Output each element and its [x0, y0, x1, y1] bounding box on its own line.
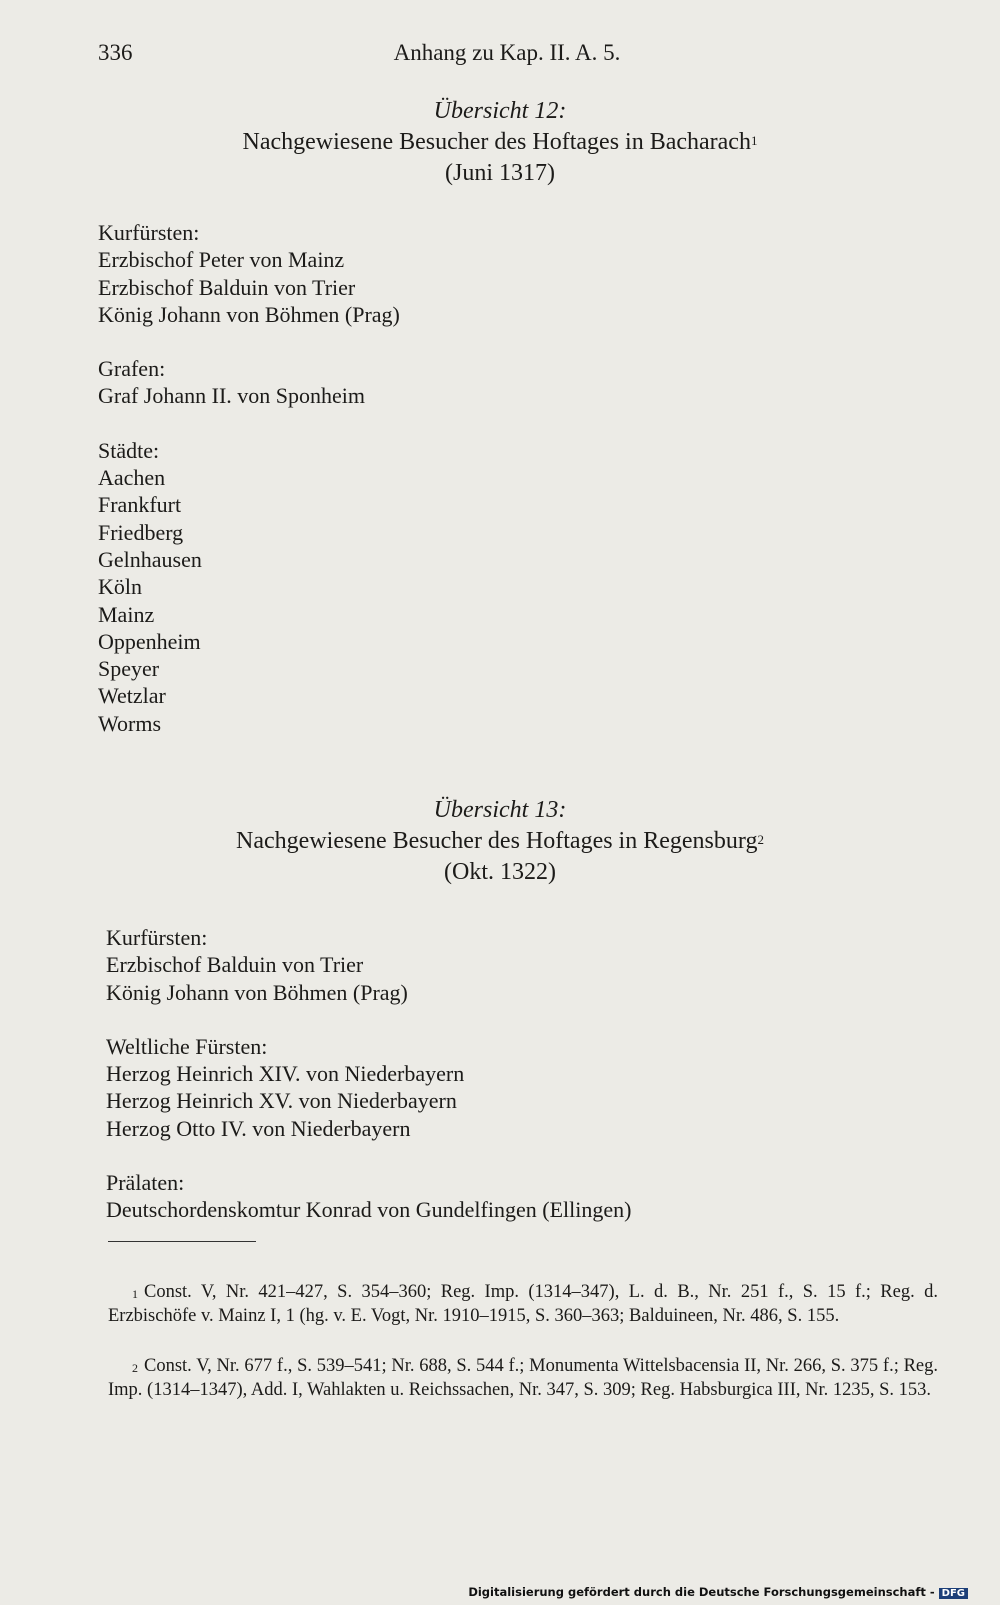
footnote-text: Const. V, Nr. 421–427, S. 354–360; Reg. Imp. (1314–347), L. d. B., Nr. 251 f., S. 15 f.; Reg. d. Erzbischöfe v. Mainz I, 1 (hg. v. E. Vogt, Nr. 1910–1915, S. 360–363; Balduineen, Nr. 486, S. 155.	[108, 1282, 938, 1326]
footnote-number: 1	[132, 1287, 138, 1301]
overview-12-label: Übersicht 12:	[433, 98, 567, 124]
overview-12-list	[98, 219, 400, 737]
footnote-number: 2	[132, 1361, 138, 1375]
overview-12-heading	[0, 96, 1000, 189]
group-heading: Weltliche Fürsten:	[106, 1033, 268, 1059]
list-item: Erzbischof Peter von Mainz	[98, 247, 345, 273]
list-item: König Johann von Böhmen (Prag)	[106, 979, 408, 1005]
list-item: Mainz	[98, 601, 155, 627]
credit-text: Digitalisierung gefördert durch die Deutsche Forschungsgemeinschaft -	[468, 1585, 935, 1599]
list-item: Gelnhausen	[98, 546, 202, 572]
list-item: Graf Johann II. von Sponheim	[98, 383, 366, 409]
list-item: Wetzlar	[98, 683, 166, 709]
overview-12-date: (Juni 1317)	[445, 160, 555, 186]
list-item: Speyer	[98, 656, 160, 682]
overview-12-title	[0, 127, 1000, 158]
overview-13-title-text: Nachgewiesene Besucher des Hoftages in Regensburg	[236, 828, 758, 854]
list-item: Worms	[98, 710, 162, 736]
footnote-separator	[108, 1241, 256, 1242]
group-heading: Grafen:	[98, 356, 166, 382]
page-number: 336	[98, 40, 133, 65]
footnote-text: Const. V, Nr. 677 f., S. 539–541; Nr. 688, S. 544 f.; Monumenta Wittelsbacensia II, Nr. 266, S. 375 f.; Reg. Imp. (1314–1347), Add. I, Wahlakten u. Reichssachen, Nr. 347, S. 309; Reg. Habsburgica III, Nr. 1235, S. 153.	[108, 1356, 938, 1400]
list-item: Herzog Heinrich XV. von Niederbayern	[106, 1088, 457, 1114]
footnote-ref-1[interactable]: 1	[750, 133, 758, 148]
dfg-logo: DFG	[939, 1588, 968, 1599]
group-heading: Prälaten:	[106, 1170, 185, 1196]
overview-12-title-text: Nachgewiesene Besucher des Hoftages in Bacharach	[242, 129, 751, 155]
list-item: Oppenheim	[98, 628, 201, 654]
group-heading: Städte:	[98, 437, 160, 463]
group-heading: Kurfürsten:	[98, 220, 200, 245]
list-item: König Johann von Böhmen (Prag)	[98, 301, 400, 327]
list-item: Herzog Otto IV. von Niederbayern	[106, 1115, 411, 1141]
overview-13-heading	[0, 795, 1000, 888]
list-item: Aachen	[98, 465, 166, 491]
footnote-1	[108, 1281, 938, 1328]
overview-13-label: Übersicht 13:	[433, 797, 567, 823]
overview-13-title	[0, 826, 1000, 857]
list-item: Köln	[98, 574, 142, 600]
digitization-credit	[468, 1585, 968, 1599]
group-heading: Kurfürsten:	[106, 925, 208, 950]
list-item: Friedberg	[98, 519, 184, 545]
list-item: Frankfurt	[98, 492, 182, 518]
running-title: Anhang zu Kap. II. A. 5.	[393, 40, 621, 65]
footnote-2	[108, 1355, 938, 1402]
list-item: Erzbischof Balduin von Trier	[98, 274, 356, 300]
overview-13-date: (Okt. 1322)	[444, 859, 556, 885]
footnote-ref-2[interactable]: 2	[757, 832, 764, 847]
list-item: Herzog Heinrich XIV. von Niederbayern	[106, 1061, 465, 1087]
list-item: Erzbischof Balduin von Trier	[106, 952, 364, 978]
list-item: Deutschordenskomtur Konrad von Gundelfingen (Ellingen)	[106, 1197, 632, 1223]
overview-13-list	[106, 924, 631, 1224]
